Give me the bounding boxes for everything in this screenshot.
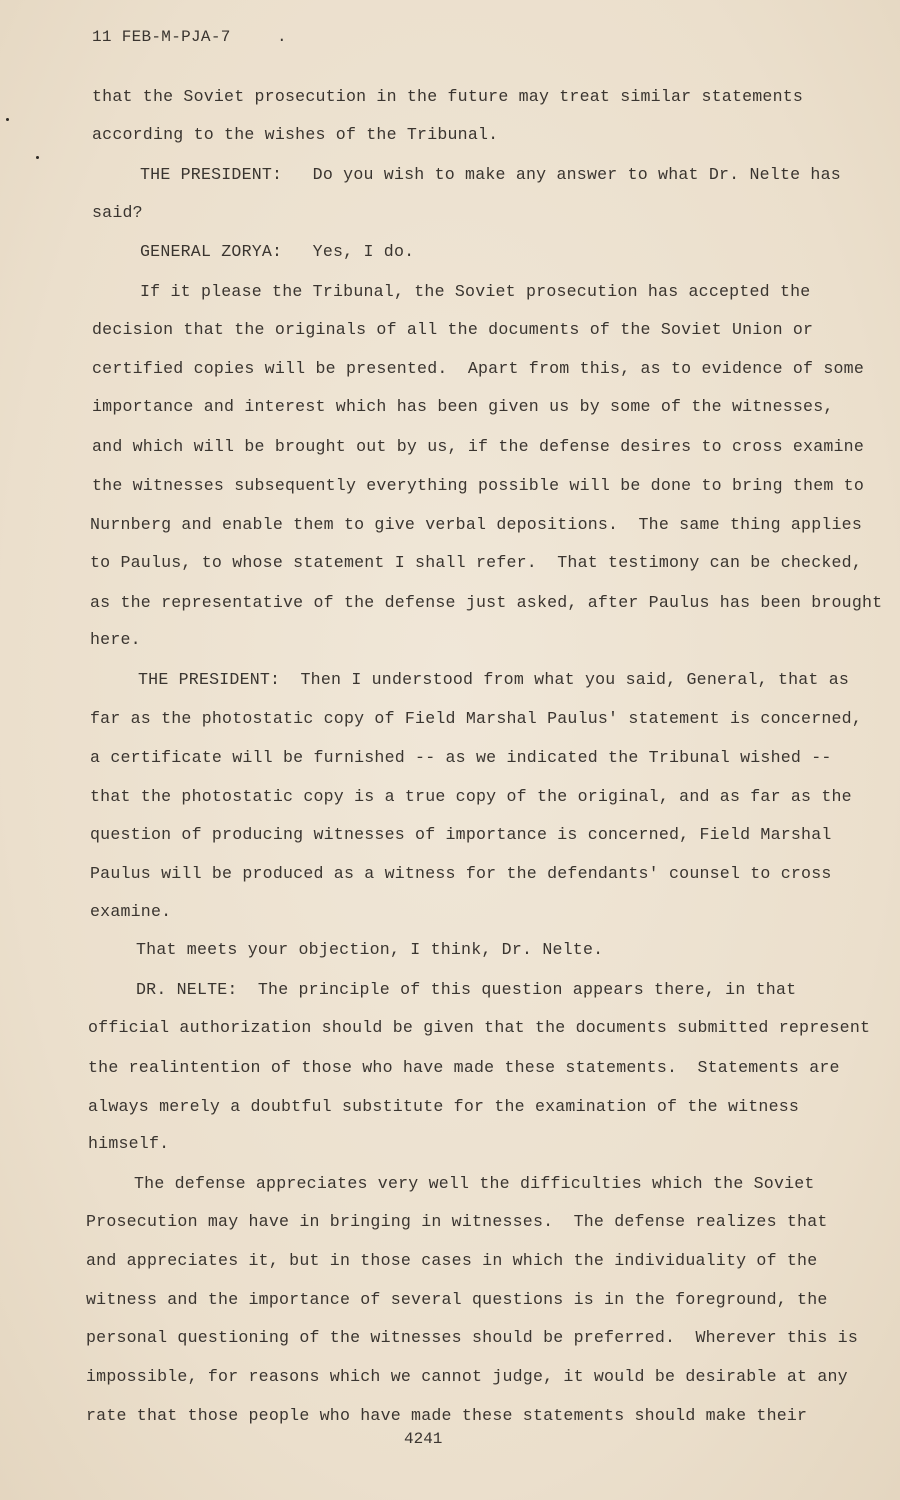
text-line: That meets your objection, I think, Dr. Nelte. [136, 940, 604, 959]
text-line: THE PRESIDENT: Do you wish to make any answer to what Dr. Nelte has [140, 165, 841, 184]
margin-mark [6, 118, 9, 121]
text-line: a certificate will be furnished -- as we indicated the Tribunal wished -- [90, 748, 832, 767]
text-line: according to the wishes of the Tribunal. [92, 125, 499, 144]
text-line: If it please the Tribunal, the Soviet prosecution has accepted the [140, 282, 811, 301]
text-line: far as the photostatic copy of Field Marshal Paulus' statement is concerned, [90, 709, 862, 728]
text-line: the realintention of those who have made these statements. Statements are [88, 1058, 840, 1077]
text-line: Paulus will be produced as a witness for the defendants' counsel to cross [90, 864, 832, 883]
text-line: and which will be brought out by us, if the defense desires to cross examine [92, 437, 864, 456]
text-line: certified copies will be presented. Apart from this, as to evidence of some [92, 359, 864, 378]
margin-mark [36, 156, 39, 159]
text-line: DR. NELTE: The principle of this question appears there, in that [136, 980, 797, 999]
document-reference: 11 FEB-M-PJA-7 [92, 28, 231, 46]
text-line: rate that those people who have made these statements should make their [86, 1406, 808, 1425]
text-line: witness and the importance of several questions is in the foreground, the [86, 1290, 828, 1309]
text-line: himself. [88, 1134, 170, 1153]
text-line: The defense appreciates very well the difficulties which the Soviet [134, 1174, 815, 1193]
text-line: examine. [90, 902, 172, 921]
text-line: said? [92, 203, 143, 222]
page-number: 4241 [404, 1430, 443, 1448]
text-line: decision that the originals of all the documents of the Soviet Union or [92, 320, 814, 339]
text-line: impossible, for reasons which we cannot judge, it would be desirable at any [86, 1367, 848, 1386]
text-line: as the representative of the defense just asked, after Paulus has been brought [90, 593, 883, 612]
text-line: to Paulus, to whose statement I shall refer. That testimony can be checked, [90, 553, 862, 572]
text-line: Nurnberg and enable them to give verbal depositions. The same thing applies [90, 515, 862, 534]
text-line: personal questioning of the witnesses should be preferred. Wherever this is [86, 1328, 858, 1347]
text-line: that the photostatic copy is a true copy of the original, and as far as the [90, 787, 852, 806]
text-line: that the Soviet prosecution in the future may treat similar statements [92, 87, 804, 106]
text-line: the witnesses subsequently everything possible will be done to bring them to [92, 476, 864, 495]
text-line: GENERAL ZORYA: Yes, I do. [140, 242, 415, 261]
text-line: and appreciates it, but in those cases in which the individuality of the [86, 1251, 818, 1270]
text-line: question of producing witnesses of importance is concerned, Field Marshal [90, 825, 832, 844]
text-line: Prosecution may have in bringing in witnesses. The defense realizes that [86, 1212, 828, 1231]
text-line: official authorization should be given that the documents submitted represent [88, 1018, 871, 1037]
text-line: importance and interest which has been given us by some of the witnesses, [92, 397, 834, 416]
text-line: always merely a doubtful substitute for the examination of the witness [88, 1097, 800, 1116]
text-line: here. [90, 630, 141, 649]
text-line: THE PRESIDENT: Then I understood from what you said, General, that as [138, 670, 850, 689]
header-dot: . [277, 28, 287, 46]
